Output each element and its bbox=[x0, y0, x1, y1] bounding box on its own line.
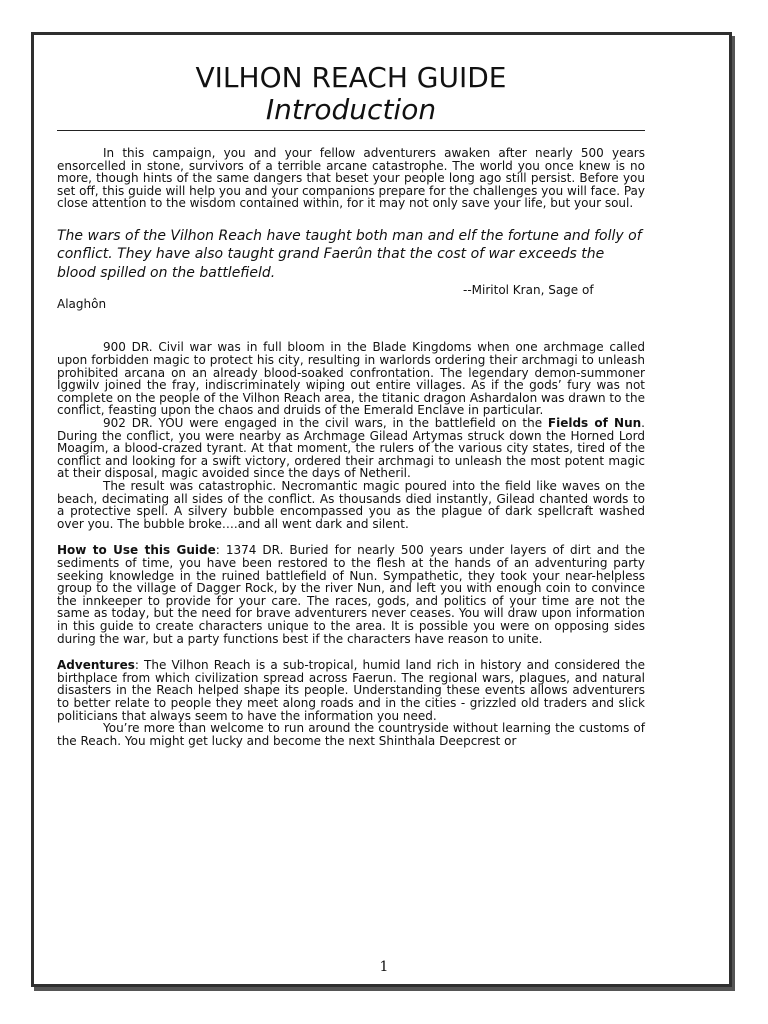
adventures-paragraph-2: You’re more than welcome to run around the countryside without learning the customs of the Reach. You might get lucky and become the next Shinthala Deepcrest or bbox=[57, 721, 645, 748]
history-paragraph-900dr: 900 DR. Civil war was in full bloom in the Blade Kingdoms when one archmage called upon forbidden magic to protect his city, resulting in warlords ordering their archmagi to unleash prohibited arcana on an already blood-soaked confrontation. The legendary demon-summoner Iggwilv joined the fray, indiscriminately wiping out entire villages. As if the gods’ fury was not complete on the people of the Vilhon Reach area, the titanic dragon Ashardalon was drawn to the conflict, feasting upon the chaos and druids of the Emerald Enclave in particular. bbox=[57, 340, 645, 418]
document-title: VILHON REACH GUIDE bbox=[195, 61, 507, 94]
intro-paragraph: In this campaign, you and your fellow adventurers awaken after nearly 500 years ensorcelled in stone, survivors of a terrible arcane catastrophe. The world you once knew is no more, though hints of the same dangers that beset your people long ago still persist. Before you set off, this guide will help you and your companions prepare for the challenges you will face. Pay close attention to the wisdom contained within, for it may not only save your life, but your soul. bbox=[57, 146, 645, 211]
title-divider bbox=[57, 130, 645, 131]
history-paragraph-902dr bbox=[57, 417, 645, 480]
page-content bbox=[57, 58, 645, 747]
fields-of-nun-term: Fields of Nun bbox=[547, 416, 642, 431]
quote-attribution: --Miritol Kran, Sage of bbox=[463, 283, 594, 298]
document-subtitle: Introduction bbox=[265, 93, 437, 126]
history-paragraph-result: The result was catastrophic. Necromantic magic poured into the field like waves on the beach, decimating all sides of the conflict. As thousands died instantly, Gilead chanted words to a protective spell. A silvery bubble encompassed you as the plague of dark spellcraft washed over you. The bubble broke….and all went dark and silent. bbox=[57, 479, 645, 531]
page-number: 1 bbox=[379, 959, 389, 975]
quote-attribution-continued: Alaghôn bbox=[57, 297, 107, 312]
history-902-text-start: 902 DR. YOU were engaged in the civil wars, in the battlefield on the bbox=[103, 416, 548, 431]
epigraph-quote: The wars of the Vilhon Reach have taught both man and elf the fortune and folly of conflict. They have also taught grand Faerûn that the cost of war exceeds the blood spilled on the battlefield. bbox=[57, 227, 642, 281]
adventures-paragraph bbox=[57, 659, 645, 722]
how-to-use-text: : 1374 DR. Buried for nearly 500 years under layers of dirt and the sediments of time, you have been restored to the flesh at the hands of an adventuring party seeking knowledge in the ruined battlefield of Nun. Sympathetic, they took your near-helpless group to the village of Dagger Rock, by the river Nun, and left you with enough coin to convince the innkeeper to provide for your care. The races, gods, and politics of your time are not the same as today, but the need for brave adventurers never ceases. You will draw upon information in this guide to create characters unique to the area. It is possible you were on opposing sides during the war, but a party functions best if the characters have reason to unite. bbox=[57, 543, 645, 646]
adventures-heading: Adventures bbox=[57, 658, 135, 673]
how-to-use-heading: How to Use this Guide bbox=[57, 543, 216, 558]
adventures-text: : The Vilhon Reach is a sub-tropical, humid land rich in history and considered the birthplace from which civilization spread across Faerun. The regional wars, plagues, and natural disasters in the Reach helped shape its people. Understanding these events allows adventurers to better relate to people they meet along roads and in the cities - grizzled old traders and slick politicians that always seem to have the information you need. bbox=[57, 658, 645, 723]
history-902-text-end: . During the conflict, you were nearby as Archmage Gilead Artymas struck down the Horned Lord Moagim, a blood-crazed tyrant. At that moment, the rulers of the various city states, tired of the conflict and looking for a swift victory, ordered their archmagi to unleash the most potent magic at their disposal, magic avoided since the days of Netheril. bbox=[57, 416, 645, 481]
how-to-use-paragraph bbox=[57, 544, 645, 645]
